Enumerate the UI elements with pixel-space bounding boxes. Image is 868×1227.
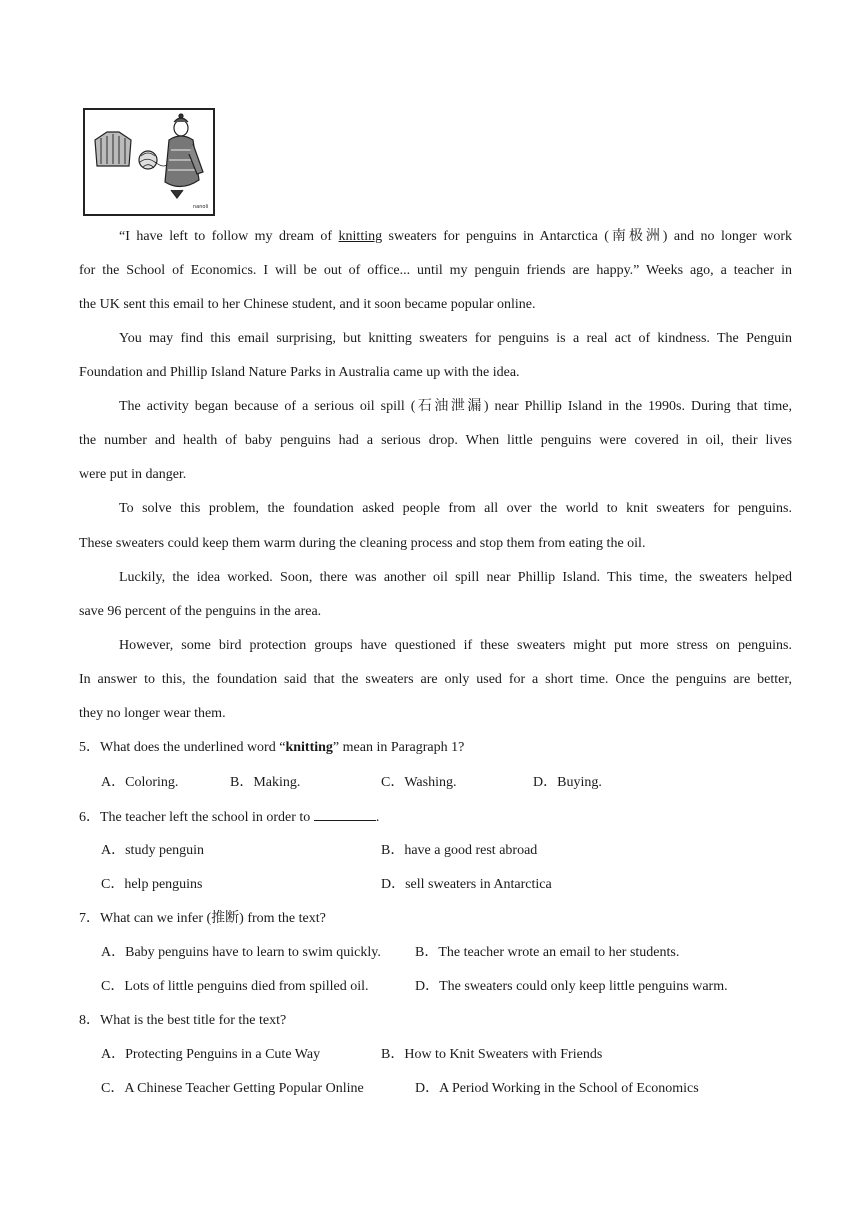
passage-p4-line2: These sweaters could keep them warm during the cleaning process and stop them from eating the oil. (79, 536, 646, 551)
passage-p6-line3: they no longer wear them. (79, 706, 226, 721)
question-8-option-c[interactable]: C．A Chinese Teacher Getting Popular Online (101, 1081, 364, 1096)
passage-p5-line2: save 96 percent of the penguins in the area. (79, 604, 322, 619)
passage-p1-line3: the UK sent this email to her Chinese student, and it soon became popular online. (79, 297, 536, 312)
question-7-option-d[interactable]: D．The sweaters could only keep little penguins warm. (415, 979, 728, 994)
question-7-option-a[interactable]: A．Baby penguins have to learn to swim quickly. (101, 945, 381, 960)
passage-p2-line2: Foundation and Phillip Island Nature Parks in Australia came up with the idea. (79, 365, 520, 380)
question-8-option-a[interactable]: A．Protecting Penguins in a Cute Way (101, 1047, 321, 1062)
question-5-option-d[interactable]: D．Buying. (533, 775, 602, 790)
question-8-stem: 8．What is the best title for the text? (79, 1013, 287, 1028)
passage-p1-line2: for the School of Economics. I will be out of office... until my penguin friends are happy.” Weeks ago, a teacher in (79, 263, 792, 278)
question-8-option-d[interactable]: D．A Period Working in the School of Economics (415, 1081, 699, 1096)
passage-p6-line1: However, some bird protection groups have questioned if these sweaters might put more stress on penguins. (119, 638, 792, 653)
passage-p2-line1: You may find this email surprising, but knitting sweaters for penguins is a real act of kindness. The Penguin (119, 331, 792, 346)
question-5-stem: 5．What does the underlined word “knitting” mean in Paragraph 1? (79, 740, 465, 755)
underlined-word-knitting: knitting (338, 229, 383, 244)
illustration-signature: nanoli (193, 204, 209, 210)
passage-p1-line1: “I have left to follow my dream of knitting sweaters for penguins in Antarctica (南极洲) and no longer work (119, 229, 792, 244)
question-6-option-d[interactable]: D．sell sweaters in Antarctica (381, 877, 552, 892)
question-5-option-c[interactable]: C．Washing. (381, 775, 457, 790)
passage-p3-line1: The activity began because of a serious oil spill (石油泄漏) near Phillip Island in the 1990s. During that time, (119, 399, 792, 414)
question-6-option-b[interactable]: B．have a good rest abroad (381, 843, 538, 858)
question-5-option-a[interactable]: A．Coloring. (101, 775, 179, 790)
question-6-option-c[interactable]: C．help penguins (101, 877, 203, 892)
question-6-option-a[interactable]: A．study penguin (101, 843, 205, 858)
question-7-option-c[interactable]: C．Lots of little penguins died from spilled oil. (101, 979, 369, 994)
question-7-stem: 7．What can we infer (推断) from the text? (79, 911, 326, 926)
question-5-option-b[interactable]: B．Making. (230, 775, 301, 790)
question-8-option-b[interactable]: B．How to Knit Sweaters with Friends (381, 1047, 603, 1062)
passage-p3-line2: the number and health of baby penguins had a serious drop. When little penguins were covered in oil, their lives (79, 433, 792, 448)
question-7-option-b[interactable]: B．The teacher wrote an email to her students. (415, 945, 680, 960)
question-6-stem: 6．The teacher left the school in order to . (79, 810, 380, 825)
bold-word-knitting: knitting (285, 740, 333, 755)
passage-p4-line1: To solve this problem, the foundation asked people from all over the world to knit sweaters for penguins. (119, 501, 792, 516)
passage-p6-line2: In answer to this, the foundation said that the sweaters are only used for a short time. Once the penguins are better, (79, 672, 792, 687)
penguin-knitting-illustration (83, 108, 215, 216)
passage-p5-line1: Luckily, the idea worked. Soon, there was another oil spill near Phillip Island. This time, the sweaters helped (119, 570, 792, 585)
answer-blank (314, 808, 376, 821)
illustration-drawing (85, 110, 213, 214)
passage-p3-line3: were put in danger. (79, 467, 187, 482)
